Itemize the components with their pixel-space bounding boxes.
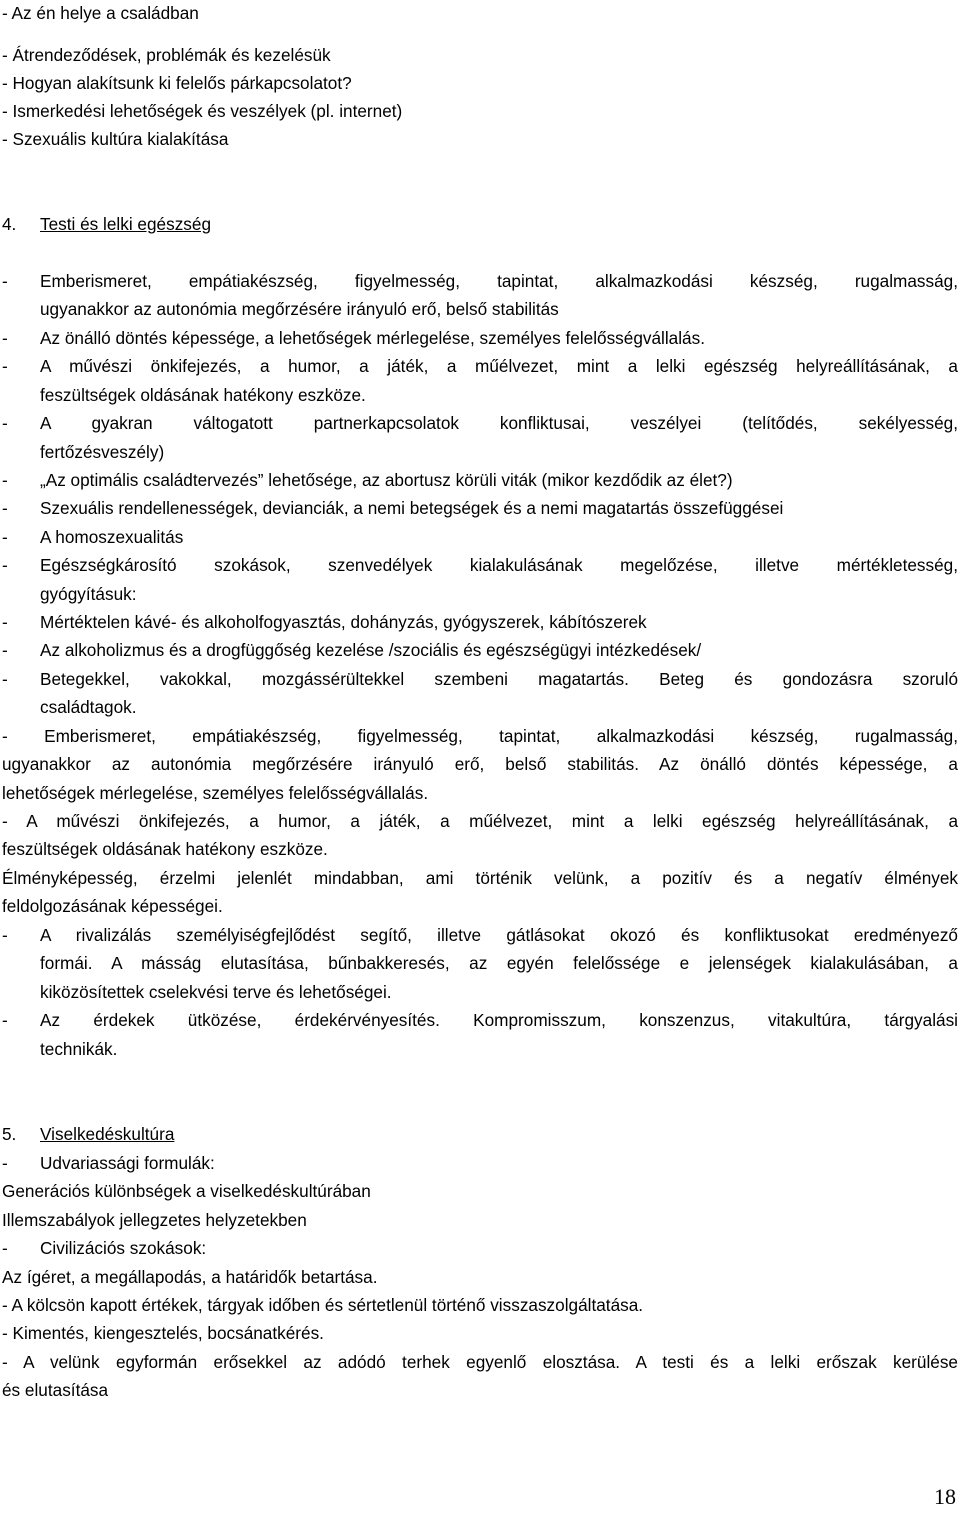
section-number: 4.	[2, 214, 17, 234]
paragraph-line: feszültségek oldásának hatékony eszköze.	[2, 839, 328, 859]
list-item: - Az alkoholizmus és a drogfüggőség kezelése /szociális és egészségügyi intézkedések/	[2, 640, 702, 660]
list-item-continuation: gyógyításuk:	[40, 584, 137, 604]
list-item: - Emberismeret, empátiakészség, figyelmesség, tapintat, alkalmazkodási készség, rugalmasság,	[2, 271, 958, 291]
list-item: - Átrendeződések, problémák és kezelésük	[2, 45, 331, 65]
list-item-continuation: fertőzésveszély)	[40, 442, 165, 462]
list-item: - Ismerkedési lehetőségek és veszélyek (pl. internet)	[2, 101, 403, 121]
paragraph-line: Illemszabályok jellegzetes helyzetekben	[2, 1210, 307, 1230]
list-item: - Betegekkel, vakokkal, mozgássérültekkel szembeni magatartás. Beteg és gondozásra szoruló	[2, 669, 958, 689]
paragraph-line: Generációs különbségek a viselkedéskultúrában	[2, 1181, 371, 1201]
list-item: - Az önálló döntés képessége, a lehetőségek mérlegelése, személyes felelősségvállalás.	[2, 328, 705, 348]
list-item: - A rivalizálás személyiségfejlődést segítő, illetve gátlásokat okozó és konfliktusokat eredményező	[2, 925, 958, 945]
list-item-continuation: kiközösítettek cselekvési terve és lehetőségei.	[40, 982, 392, 1002]
paragraph-line: Az ígéret, a megállapodás, a határidők betartása.	[2, 1267, 378, 1287]
section-heading-4	[2, 213, 958, 235]
paragraph-line: és elutasítása	[2, 1380, 109, 1400]
list-item: - A gyakran váltogatott partnerkapcsolatok konfliktusai, veszélyei (telítődés, sekélyesség,	[2, 413, 958, 433]
list-item: - Mértéktelen kávé- és alkoholfogyasztás, dohányzás, gyógyszerek, kábítószerek	[2, 612, 647, 632]
list-item: - Szexuális kultúra kialakítása	[2, 129, 229, 149]
list-item-continuation: ugyanakkor az autonómia megőrzésére irányuló erő, belső stabilitás	[40, 299, 559, 319]
paragraph-line: Élményképesség, érzelmi jelenlét mindabban, ami történik velünk, a pozitív és a negatív élmények	[2, 868, 958, 888]
list-item: - A homoszexualitás	[2, 527, 184, 547]
paragraph-line: - Kimentés, kiengesztelés, bocsánatkérés.	[2, 1323, 324, 1343]
paragraph-line: - A kölcsön kapott értékek, tárgyak időben és sértetlenül történő visszaszolgáltatása.	[2, 1295, 644, 1315]
section-title: Viselkedéskultúra	[40, 1124, 175, 1144]
list-item-continuation: formái. A másság elutasítása, bűnbakkeresés, az egyén felelőssége e jelenségek kialakulásában, a	[40, 953, 958, 973]
paragraph-line: - A művészi önkifejezés, a humor, a játék, a műélvezet, mint a lelki egészség helyreállításának, a	[2, 811, 958, 831]
paragraph-line: ugyanakkor az autonómia megőrzésére irányuló erő, belső stabilitás. Az önálló döntés képessége, a	[2, 754, 958, 774]
list-item: - „Az optimális családtervezés” lehetősége, az abortusz körüli viták (mikor kezdődik az élet?)	[2, 470, 733, 490]
list-item: - Az érdekek ütközése, érdekérvényesítés. Kompromisszum, konszenzus, vitakultúra, tárgyalási	[2, 1010, 958, 1030]
list-item: - Hogyan alakítsunk ki felelős párkapcsolatot?	[2, 73, 352, 93]
list-item: - A művészi önkifejezés, a humor, a játék, a műélvezet, mint a lelki egészség helyreállításának, a	[2, 356, 958, 376]
paragraph-line: - Emberismeret, empátiakészség, figyelmesség, tapintat, alkalmazkodási készség, rugalmasság,	[2, 726, 958, 746]
page-number: 18	[934, 1484, 956, 1509]
list-item: - Civilizációs szokások:	[2, 1238, 207, 1258]
list-item: - Az én helye a családban	[2, 3, 199, 23]
paragraph-line: lehetőségek mérlegelése, személyes felelősségvállalás.	[2, 783, 429, 803]
list-item-continuation: technikák.	[40, 1039, 118, 1059]
section-number: 5.	[2, 1124, 17, 1144]
section-title: Testi és lelki egészség	[40, 214, 212, 234]
paragraph-line: - A velünk egyformán erősekkel az adódó terhek egyenlő elosztása. A testi és a lelki erőszak kerülése	[2, 1352, 958, 1372]
list-item: - Egészségkárosító szokások, szenvedélyek kialakulásának megelőzése, illetve mértékletesség,	[2, 555, 958, 575]
list-item-continuation: családtagok.	[40, 697, 137, 717]
section-heading-5	[2, 1123, 958, 1145]
list-item-continuation: feszültségek oldásának hatékony eszköze.	[40, 385, 366, 405]
paragraph-line: feldolgozásának képességei.	[2, 896, 223, 916]
list-item: - Szexuális rendellenességek, devianciák, a nemi betegségek és a nemi magatartás összefüggései	[2, 498, 784, 518]
list-item: - Udvariassági formulák:	[2, 1153, 215, 1173]
